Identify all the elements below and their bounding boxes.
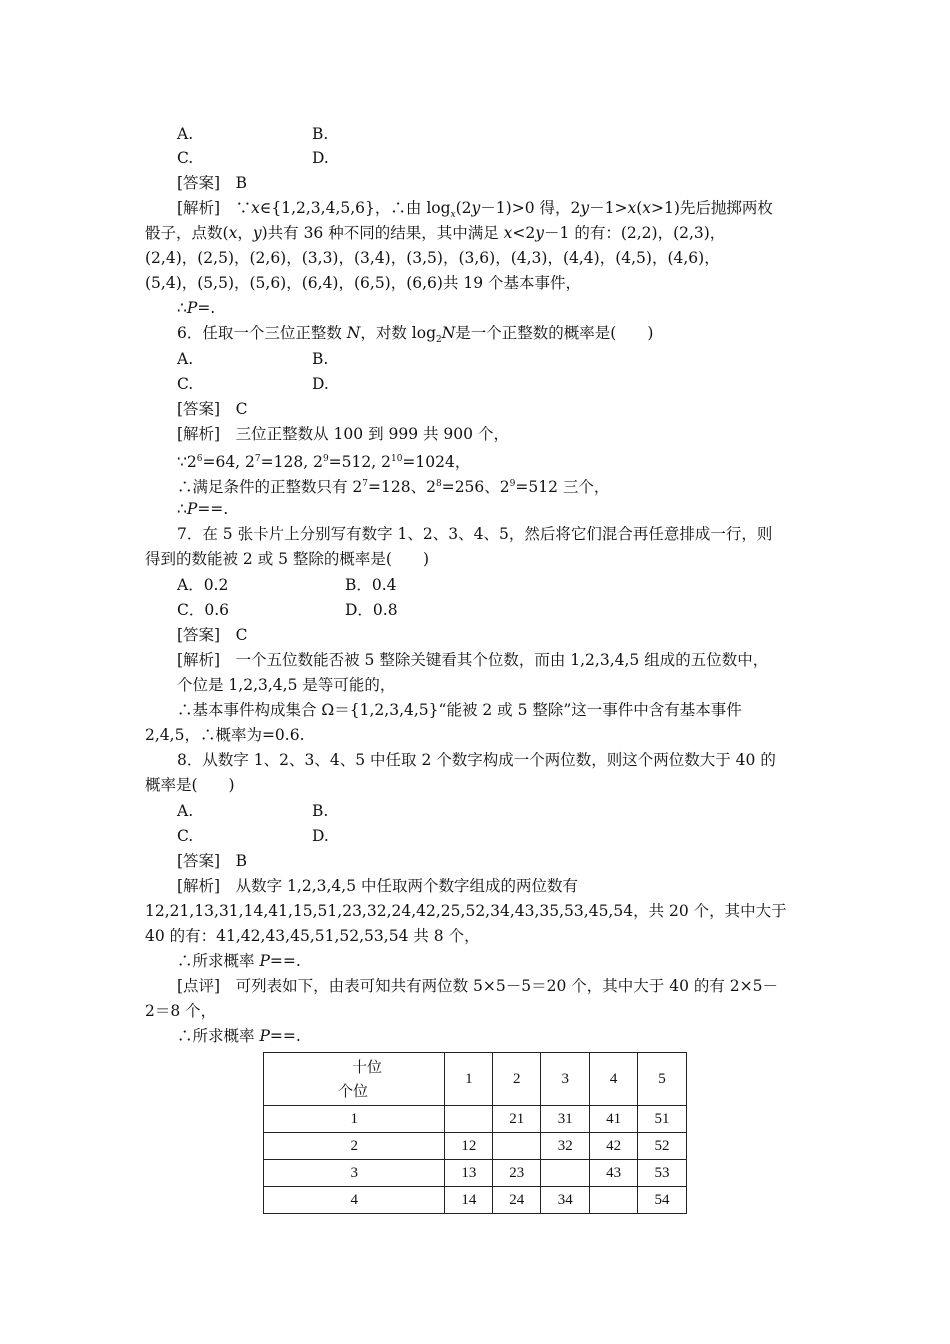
q8-question-line-2: 概率是( ) xyxy=(145,776,235,794)
table-cell: 43 xyxy=(590,1160,638,1187)
q7-analysis-line-2: 个位是 1,2,3,4,5 是等可能的， xyxy=(177,676,396,694)
q5-probability: ∴P=. xyxy=(177,299,216,317)
q8-comment-line-1: [点评] 可列表如下，由表可知共有两位数 5×5－5＝20 个，其中大于 40 的有 2×5－ xyxy=(177,977,778,995)
table-row xyxy=(264,1106,687,1133)
table-cell: 13 xyxy=(445,1160,493,1187)
row-label: 1 xyxy=(264,1106,445,1133)
table-cell: 31 xyxy=(541,1106,590,1133)
q5-option-a: A. xyxy=(177,125,194,143)
q6-option-d: D. xyxy=(312,375,329,393)
q7-option-d: D．0.8 xyxy=(345,601,398,619)
q6-question: 6．任取一个三位正整数 N，对数 $\log_2N$是一个正整数的概率是( ) xyxy=(177,324,654,346)
column-header: 5 xyxy=(638,1053,687,1106)
table-cell: 53 xyxy=(638,1160,687,1187)
q8-answer: [答案] B xyxy=(177,852,248,870)
table-cell: 21 xyxy=(493,1106,541,1133)
q6-option-c: C. xyxy=(177,375,194,393)
table-cell: 41 xyxy=(590,1106,638,1133)
q7-answer: [答案] C xyxy=(177,626,248,644)
q8-comment-probability: ∴所求概率 P==. xyxy=(177,1027,301,1045)
table-cell: 32 xyxy=(541,1133,590,1160)
q8-option-d: D. xyxy=(312,827,329,845)
q5-analysis-line-3: (2,4)，(2,5)，(2,6)，(3,3)，(3,4)，(3,5)，(3,6)，(4,3)，(4,4)，(4,5)，(4,6)， xyxy=(145,249,720,267)
table-row xyxy=(264,1133,687,1160)
q6-option-a: A. xyxy=(177,350,194,368)
column-header: 4 xyxy=(590,1053,638,1106)
table-cell: 14 xyxy=(445,1187,493,1214)
q5-analysis-line-2: 骰子，点数(x，y)共有 36 种不同的结果，其中满足 x<2y－1 的有：(2,2)，(2,3)， xyxy=(145,224,726,242)
q8-option-b: B. xyxy=(312,802,329,820)
q8-question-line-1: 8．从数字 1、2、3、4、5 中任取 2 个数字构成一个两位数，则这个两位数大于 40 的 xyxy=(177,751,776,769)
q6-answer: [答案] C xyxy=(177,400,248,418)
column-header: 3 xyxy=(541,1053,590,1106)
q5-option-c: C. xyxy=(177,149,194,167)
q8-probability: ∴所求概率 P==. xyxy=(177,952,301,970)
table-row xyxy=(264,1160,687,1187)
q7-analysis-line-4: 2,4,5，∴概率为=0.6. xyxy=(145,726,305,744)
header-units-label: 个位 xyxy=(338,1084,369,1100)
q8-comment-line-2: 2＝8 个， xyxy=(145,1002,217,1020)
q7-question-line-1: 7．在 5 张卡片上分别写有数字 1、2、3、4、5，然后将它们混合再任意排成一行，则 xyxy=(177,525,773,543)
table-cell xyxy=(541,1160,590,1187)
table-cell: 51 xyxy=(638,1106,687,1133)
q5-analysis-line-1: [解析] ∵x∈{1,2,3,4,5,6}，∴由 $\log_x(2y-1)>0$ 得，2y－1>x(x>1)先后抛掷两枚 xyxy=(177,199,773,221)
two-digit-number-table xyxy=(263,1052,687,1214)
table-cell: 24 xyxy=(493,1187,541,1214)
table-cell: 54 xyxy=(638,1187,687,1214)
q8-option-c: C. xyxy=(177,827,194,845)
table-cell: 12 xyxy=(445,1133,493,1160)
table-cell: 42 xyxy=(590,1133,638,1160)
table-cell xyxy=(493,1133,541,1160)
q6-analysis-line-1: [解析] 三位正整数从 100 到 999 共 900 个， xyxy=(177,425,509,443)
q8-analysis-line-1: [解析] 从数字 1,2,3,4,5 中任取两个数字组成的两位数有 xyxy=(177,877,578,895)
table-corner-cell xyxy=(264,1053,445,1106)
q7-option-a: A．0.2 xyxy=(177,576,229,594)
q5-analysis-line-4: (5,4)，(5,5)，(5,6)，(6,4)，(6,5)，(6,6)共 19 个基本事件， xyxy=(145,274,582,292)
column-header: 1 xyxy=(445,1053,493,1106)
table-cell xyxy=(590,1187,638,1214)
row-label: 2 xyxy=(264,1133,445,1160)
q7-analysis-line-3: ∴基本事件构成集合 Ω＝{1,2,3,4,5}“能被 2 或 5 整除”这一事件中含有基本事件 xyxy=(177,701,742,719)
q7-option-c: C．0.6 xyxy=(177,601,230,619)
q8-analysis-line-2: 12,21,13,31,14,41,15,51,23,32,24,42,25,52,34,43,35,53,45,54，共 20 个，其中大于 xyxy=(145,902,787,920)
header-tens-label: 十位 xyxy=(352,1060,383,1076)
row-label: 4 xyxy=(264,1187,445,1214)
table-cell: 34 xyxy=(541,1187,590,1214)
q8-analysis-line-3: 40 的有：41,42,43,45,51,52,53,54 共 8 个， xyxy=(145,927,480,945)
q6-option-b: B. xyxy=(312,350,329,368)
q8-option-a: A. xyxy=(177,802,194,820)
table-cell: 23 xyxy=(493,1160,541,1187)
q5-answer: [答案] B xyxy=(177,174,248,192)
table-cell xyxy=(445,1106,493,1133)
q6-analysis-line-2: $\because 2^6=64$, $2^7=128$, $2^9=512$, $2^{10}=1024$， xyxy=(177,453,471,472)
row-label: 3 xyxy=(264,1160,445,1187)
table-header-row xyxy=(264,1053,687,1106)
table-cell: 52 xyxy=(638,1133,687,1160)
q7-question-line-2: 得到的数能被 2 或 5 整除的概率是( ) xyxy=(145,550,430,568)
column-header: 2 xyxy=(493,1053,541,1106)
q5-option-b: B. xyxy=(312,125,329,143)
q7-option-b: B．0.4 xyxy=(345,576,397,594)
q6-analysis-line-3: ∴满足条件的正整数只有 $2^7=128$、$2^8=256$、$2^9=512$ 三个， xyxy=(177,478,610,497)
q7-analysis-line-1: [解析] 一个五位数能否被 5 整除关键看其个位数，而由 1,2,3,4,5 组成的五位数中， xyxy=(177,651,769,669)
q5-option-d: D. xyxy=(312,149,329,167)
q6-probability: ∴P==. xyxy=(177,500,229,518)
table-row xyxy=(264,1187,687,1214)
